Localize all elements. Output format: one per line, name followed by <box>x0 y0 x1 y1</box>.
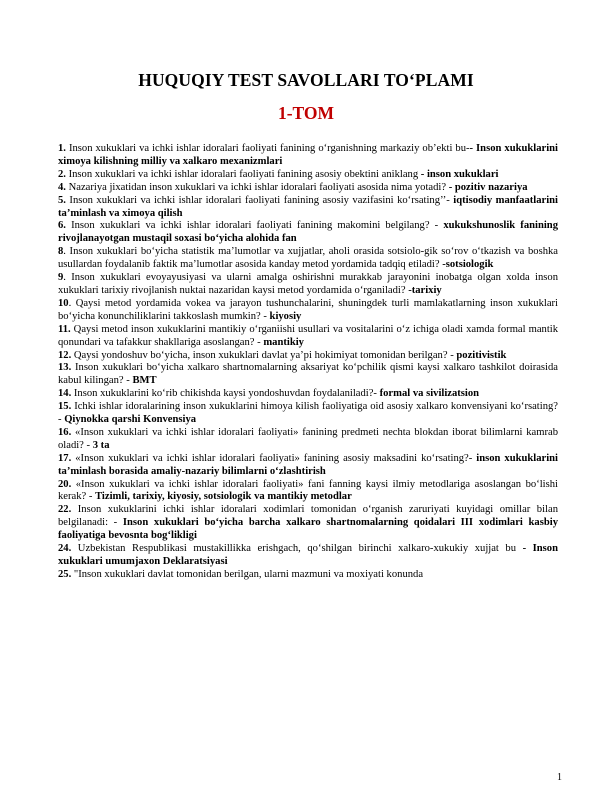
answer-text: xukukshunoslik fanining rivojlanayotgan mustaqil soxasi bo‘yicha alohida fan <box>58 220 558 245</box>
volume-heading: 1-TOM <box>277 103 335 123</box>
question-item <box>58 272 558 298</box>
question-text: Ichki ishlar idoralarining inson xukuklarini himoya kilish faoliyatiga oid asosiy xalkaro konvensiyani ko‘rsating? - <box>58 401 558 426</box>
question-number: 20. <box>58 478 72 490</box>
answer-text: iqtisodiy manfaatlarini ta’minlash va ximoya qilish <box>58 194 559 219</box>
question-item <box>58 427 558 453</box>
question-number: 6. <box>58 220 66 232</box>
answer-text: -sotsiologik <box>442 259 494 271</box>
question-number: 16. <box>58 426 72 438</box>
question-text: Uzbekistan Respublikasi mustakillikka erishgach, qo‘shilgan birinchi xalkaro-xukukiy xujjat bu <box>71 543 523 555</box>
question-number: 24. <box>58 543 72 555</box>
question-text: Inson xukuklari va ichki ishlar idoralari faoliyati fanining asosiy vazifasini ko‘rsating’’- <box>65 194 454 206</box>
question-number: 12. <box>58 349 72 361</box>
question-text: Inson xukuklari va ichki ishlar idoralari faoliyati fanining asosiy obektini aniklang <box>65 168 421 180</box>
page-number: 1 <box>557 772 562 783</box>
answer-text: mantikiy <box>263 336 304 348</box>
question-number: 22. <box>58 504 72 516</box>
question-number: 13. <box>58 362 72 374</box>
question-text: Nazariya jixatidan inson xukuklari va ichki ishlar idoralari faoliyati asosida nima yotadi? <box>65 181 449 193</box>
answer-text: - Inson xukuklarini ximoya kilishning milliy va xalkaro mexanizmlari <box>58 143 558 167</box>
answer-text: Inson xukuklari bo‘yicha barcha xalkaro shartnomalarning qoidalari III xodimlari kasbiy faoliyatiga bevosnta bog‘likligi <box>58 517 558 542</box>
question-number: 14. <box>58 388 72 400</box>
answer-text: formal va sivilizatsion <box>379 388 480 400</box>
question-text: Qaysi metod inson xukuklarini mantikiy o‘rganiishi usullari va vositalarini o‘z ichiga oladi xamda formal mantik qonundari va tafakkur shakllariga asoslangan? - <box>58 323 558 348</box>
answer-text: Qiynokka qarshi Konvensiya <box>64 414 197 426</box>
question-item <box>58 401 558 427</box>
question-number: 9 <box>58 272 64 284</box>
question-item <box>58 169 558 182</box>
answer-text: - Inson xukuklari umumjaxon Deklaratsiyasi <box>58 543 558 567</box>
question-item <box>58 246 558 272</box>
question-number: 5. <box>58 194 66 206</box>
question-item <box>58 453 558 479</box>
answer-text: Tizimli, tarixiy, kiyosiy, sotsiologik va mantikiy metodlar <box>95 491 352 503</box>
document-title: HUQUQIY TEST SAVOLLARI TO‘PLAMI <box>138 70 474 90</box>
question-item <box>58 388 558 401</box>
question-number: 1. <box>58 143 66 154</box>
question-number: 25. <box>58 568 72 580</box>
question-item <box>58 362 558 388</box>
question-number: 2. <box>58 168 66 180</box>
answer-text: kiyosiy <box>269 310 302 322</box>
question-text: Inson xukuklarini ko‘rib chikishda kaysi yondoshuvdan foydalaniladi?- <box>71 388 380 400</box>
question-text: Inson xukuklari bo‘yicha xalkaro shartnomalarning aksariyat ko‘pchilik qismi kaysi xalkaro tashkilot doirasida kabul kilingan? - <box>58 362 558 387</box>
question-text: Qaysi yondoshuv bo‘yicha, inson xukuklari davlat ya’pi hokimiyat tomonidan berilgan? - <box>71 349 457 361</box>
question-text: Inson xukuklari va ichki ishlar idoralari faoliyati fanining makomini belgilang? - <box>65 220 444 232</box>
answer-text: - pozitiv nazariya <box>448 181 528 193</box>
answer-text: BMT <box>132 375 157 387</box>
question-text: . Qaysi metod yordamida vokea va jarayon tushunchalarini, shuningdek turli mamlakatlarning inson xukuklari bo‘yicha konunchiliklarini takkoslash mumkin? - <box>58 297 558 322</box>
answer-text: - inson xukuklari <box>420 168 499 180</box>
question-item <box>58 220 558 246</box>
answer-text: -tarixiy <box>408 284 442 296</box>
question-item <box>58 324 558 350</box>
question-text: "Inson xukuklari davlat tomonidan berilgan, ularni mazmuni va moxiyati konunda <box>71 568 424 580</box>
question-list <box>58 143 558 582</box>
question-item <box>58 479 558 505</box>
question-number: 11. <box>58 323 71 335</box>
question-number: 15. <box>58 401 72 413</box>
question-item <box>58 543 558 569</box>
question-text: «Inson xukuklari va ichki ishlar idoralari faoliyati» fani fanning kaysi ilmiy metodlariga asoslangan bo‘lishi kerak? - <box>58 478 558 503</box>
question-text: Inson xukuklari va ichki ishlar idoralari faoliyati fanining o‘rganishning markaziy ob’ekti bu- <box>65 143 470 154</box>
question-number: 4. <box>58 181 66 193</box>
answer-text: 3 ta <box>92 439 110 451</box>
question-item <box>58 143 558 169</box>
question-text: . Inson xukuklari bo‘yicha statistik ma’lumotlar va xujjatlar, aholi orasida sotsiolo-gik so‘rov o‘tkazish va boshka usullardan foydalanib faktik ma’lumotlar asosida kanday metod yordamida tadqiq etiladi? <box>58 246 558 271</box>
question-item <box>58 350 558 363</box>
question-text: «Inson xukuklari va ichki ishlar idoralari faoliyati» fanining asosiy maksadini ko‘rsating?- <box>71 452 477 464</box>
question-text: Inson xukuklarini ichki ishlar idoralari xodimlari tomonidan o‘rganish zaruriyati kuyidagi omillar bilan belgilanadi: - <box>58 504 558 529</box>
answer-text: pozitivistik <box>456 349 507 361</box>
question-number: 10 <box>58 297 69 309</box>
question-item <box>58 298 558 324</box>
question-item <box>58 182 558 195</box>
question-number: 8 <box>58 246 64 258</box>
question-item <box>58 195 558 221</box>
question-item <box>58 569 558 582</box>
question-text: . Inson xukuklari evoyayusiyasi va ularni amalga oshirishni murakkab jarayonini inobatga olgan xolda inson xukuklari tarixiy rivojlanish nuktai nazaridan kaysi metod yordamida o‘rganiladi? <box>58 272 558 296</box>
answer-text: inson xukuklarini ta’minlash borasida amaliy-nazariy bilimlarni o‘zlashtirish <box>58 452 558 477</box>
question-number: 17. <box>58 452 72 464</box>
question-text: «Inson xukuklari va ichki ishlar idoralari faoliyati» fanining predmeti nechta blokdan iborat bilimlarni kamrab oladi? - <box>58 426 558 451</box>
question-item <box>58 504 558 543</box>
